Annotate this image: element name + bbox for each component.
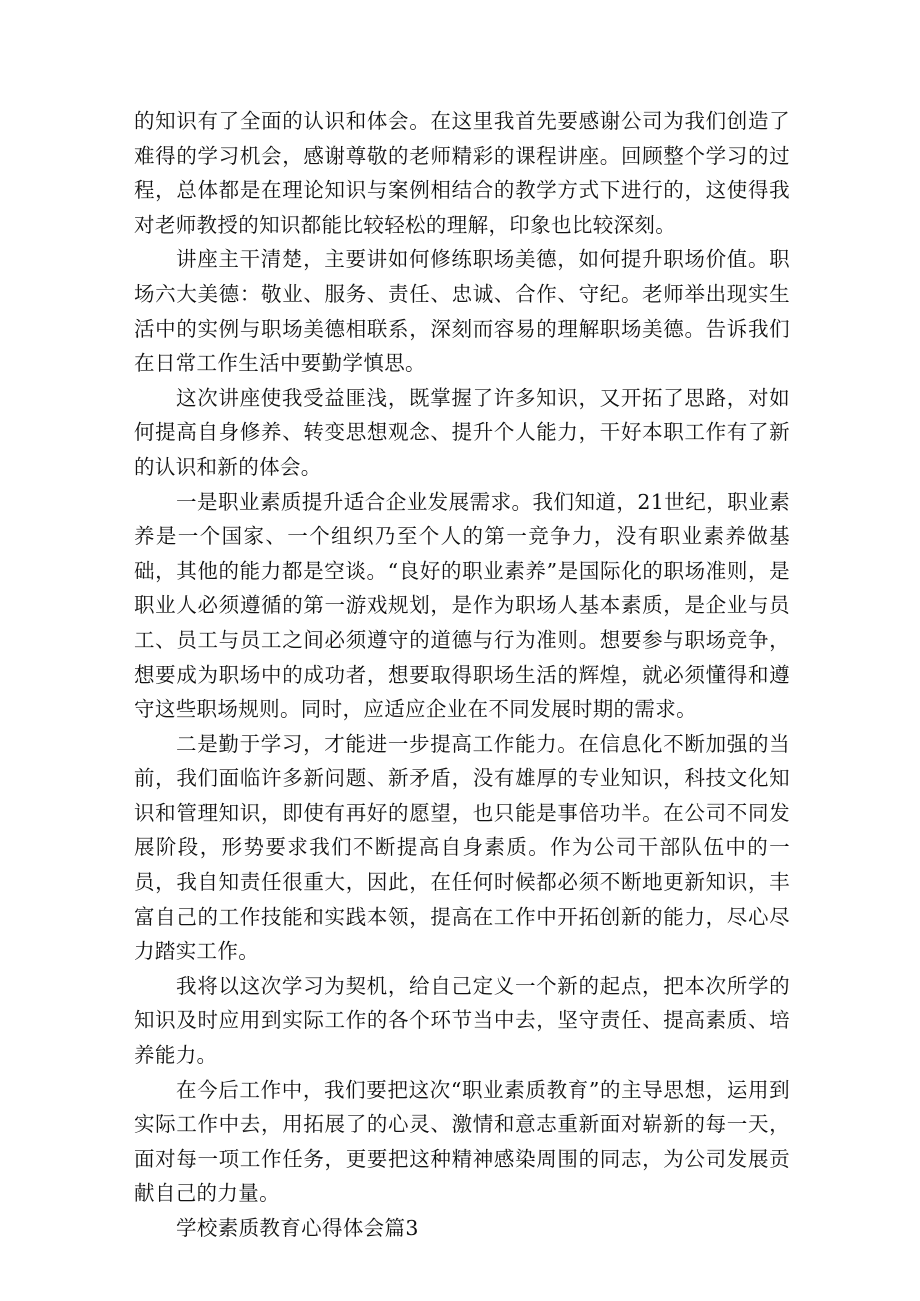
paragraph-7: 在今后工作中，我们要把这次“职业素质教育”的主导思想，运用到实际工作中去，用拓展了的心灵、激情和意志重新面对崭新的每一天，面对每一项工作任务，更要把这种精神感染周围的同志，为公司发展贡献自己的力量。	[134, 1077, 790, 1206]
paragraph-1: 的知识有了全面的认识和体会。在这里我首先要感谢公司为我们创造了难得的学习机会，感谢尊敬的老师精彩的课程讲座。回顾整个学习的过程，总体都是在理论知识与案例相结合的教学方式下进行的，这使得我对老师教授的知识都能比较轻松的理解，印象也比较深刻。	[134, 109, 790, 237]
paragraph-6: 我将以这次学习为契机，给自己定义一个新的起点，把本次所学的知识及时应用到实际工作的各个环节当中去，坚守责任、提高素质、培养能力。	[134, 973, 790, 1068]
document-body	[134, 104, 790, 1246]
paragraph-5: 二是勤于学习，才能进一步提高工作能力。在信息化不断加强的当前，我们面临许多新问题、新矛盾，没有雄厚的专业知识，科技文化知识和管理知识，即使有再好的愿望，也只能是事倍功半。在公司不同发展阶段，形势要求我们不断提高自身素质。作为公司干部队伍中的一员，我自知责任很重大，因此，在任何时候都必须不断地更新知识，丰富自己的工作技能和实践本领，提高在工作中开拓创新的能力，尽心尽力踏实工作。	[134, 731, 790, 964]
paragraph-2: 讲座主干清楚，主要讲如何修练职场美德，如何提升职场价值。职场六大美德：敬业、服务、责任、忠诚、合作、守纪。老师举出现实生活中的实例与职场美德相联系，深刻而容易的理解职场美德。告诉我们在日常工作生活中要勤学慎思。	[134, 247, 790, 376]
paragraph-3: 这次讲座使我受益匪浅，既掌握了许多知识，又开拓了思路，对如何提高自身修养、转变思想观念、提升个人能力，干好本职工作有了新的认识和新的体会。	[134, 385, 790, 479]
section-title: 学校素质教育心得体会篇3	[176, 1216, 419, 1240]
paragraph-4: 一是职业素质提升适合企业发展需求。我们知道，21世纪，职业素养是一个国家、一个组织乃至个人的第一竞争力，没有职业素养做基础，其他的能力都是空谈。“良好的职业素养”是国际化的职场准则，是职业人必须遵循的第一游戏规划，是作为职场人基本素质，是企业与员工、员工与员工之间必须遵守的道德与行为准则。想要参与职场竞争，想要成为职场中的成功者，想要取得职场生活的辉煌，就必须懂得和遵守这些职场规则。同时，应适应企业在不同发展时期的需求。	[134, 489, 790, 722]
